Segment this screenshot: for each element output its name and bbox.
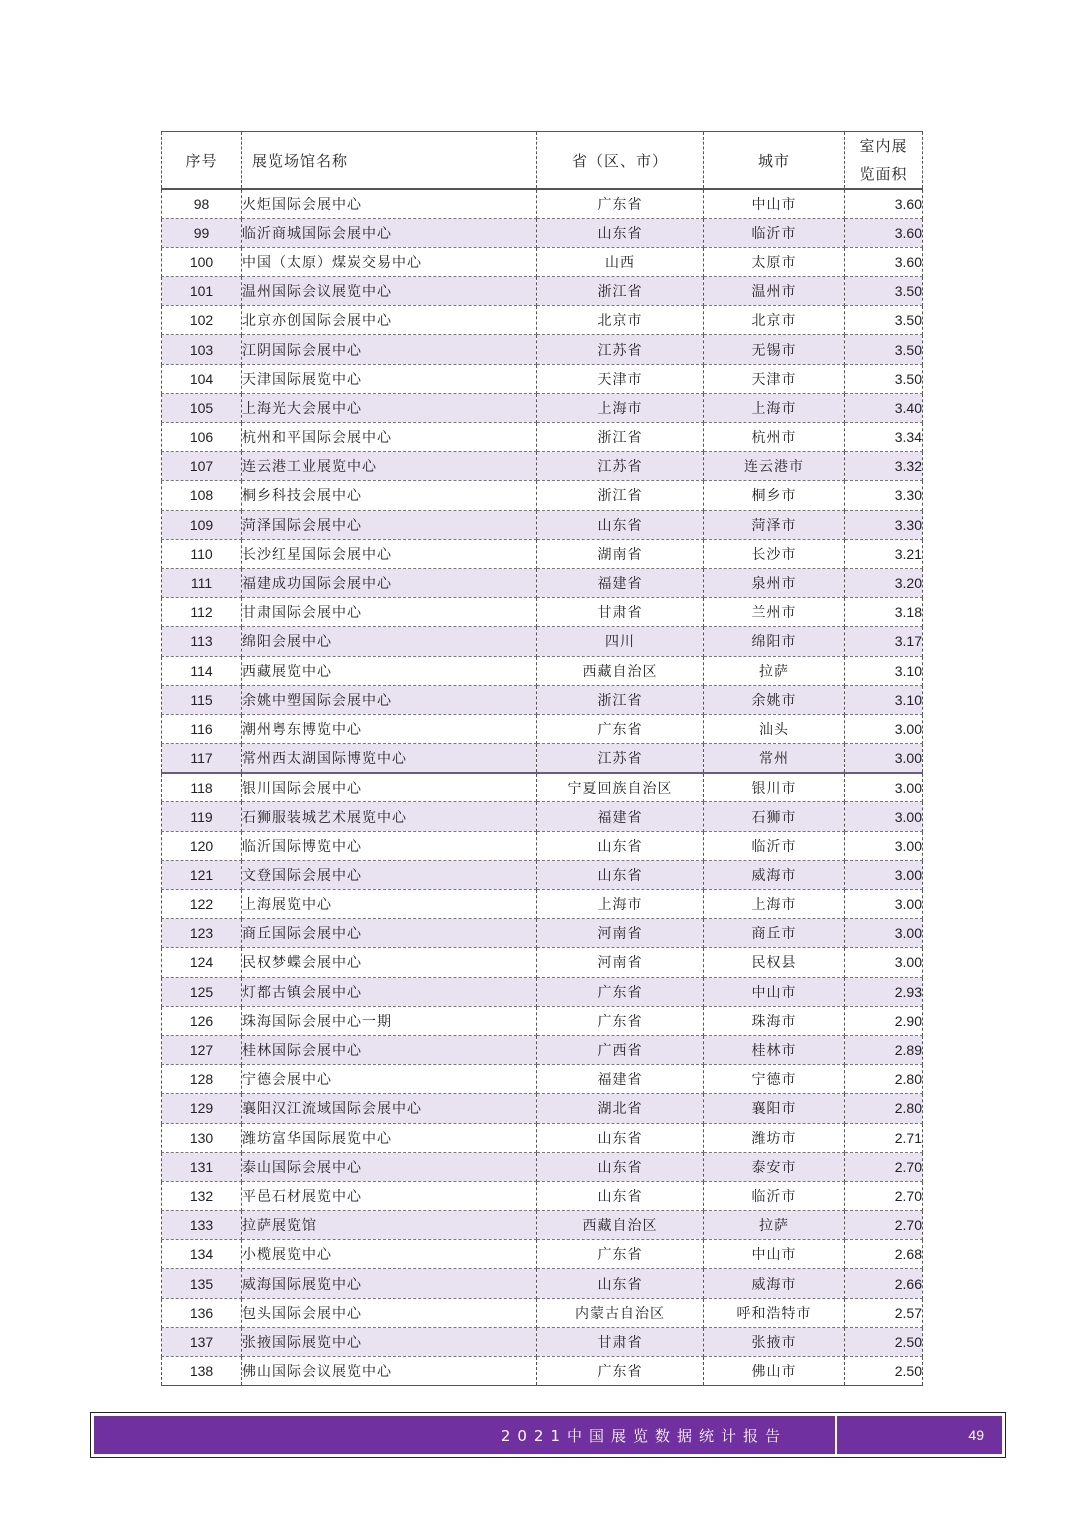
province-cell: 广东省 <box>537 189 704 218</box>
province-cell: 广东省 <box>537 1006 704 1035</box>
header-province: 省（区、市） <box>537 132 704 190</box>
venue-name-cell: 甘肃国际会展中心 <box>242 598 537 627</box>
venue-name-cell: 平邑石材展览中心 <box>242 1181 537 1210</box>
table-row <box>162 1181 923 1210</box>
province-cell: 北京市 <box>537 306 704 335</box>
city-cell: 长沙市 <box>704 539 845 568</box>
indoor-area-cell: 3.00 <box>845 744 923 773</box>
serial-number-cell: 120 <box>162 831 242 860</box>
venue-name-cell: 宁德会展中心 <box>242 1065 537 1094</box>
city-cell: 桂林市 <box>704 1035 845 1064</box>
page-number: 49 <box>968 1427 984 1443</box>
city-cell: 泰安市 <box>704 1152 845 1181</box>
table-row <box>162 919 923 948</box>
city-cell: 银川市 <box>704 773 845 802</box>
indoor-area-cell: 3.00 <box>845 948 923 977</box>
venue-name-cell: 石狮服装城艺术展览中心 <box>242 802 537 831</box>
table-row <box>162 977 923 1006</box>
table-row <box>162 568 923 597</box>
page-footer <box>90 1412 1006 1458</box>
serial-number-cell: 108 <box>162 481 242 510</box>
city-cell: 襄阳市 <box>704 1094 845 1123</box>
serial-number-cell: 104 <box>162 364 242 393</box>
serial-number-cell: 121 <box>162 860 242 889</box>
header-venue-name: 展览场馆名称 <box>242 132 537 190</box>
indoor-area-cell: 2.80 <box>845 1094 923 1123</box>
serial-number-cell: 112 <box>162 598 242 627</box>
venue-name-cell: 小榄展览中心 <box>242 1240 537 1269</box>
city-cell: 北京市 <box>704 306 845 335</box>
table-row <box>162 1357 923 1386</box>
city-cell: 杭州市 <box>704 423 845 452</box>
city-cell: 兰州市 <box>704 598 845 627</box>
province-cell: 山东省 <box>537 831 704 860</box>
footer-bar <box>94 1416 1002 1454</box>
table-row <box>162 1327 923 1356</box>
province-cell: 西藏自治区 <box>537 1211 704 1240</box>
serial-number-cell: 137 <box>162 1327 242 1356</box>
province-cell: 浙江省 <box>537 481 704 510</box>
serial-number-cell: 125 <box>162 977 242 1006</box>
table-row <box>162 481 923 510</box>
indoor-area-cell: 3.21 <box>845 539 923 568</box>
province-cell: 江苏省 <box>537 335 704 364</box>
table-row <box>162 1123 923 1152</box>
serial-number-cell: 114 <box>162 656 242 685</box>
venue-name-cell: 潮州粤东博览中心 <box>242 714 537 743</box>
serial-number-cell: 100 <box>162 247 242 276</box>
venue-name-cell: 佛山国际会议展览中心 <box>242 1357 537 1386</box>
table-row <box>162 1006 923 1035</box>
venue-name-cell: 余姚中塑国际会展中心 <box>242 685 537 714</box>
table-row <box>162 1035 923 1064</box>
table-header <box>162 132 923 190</box>
indoor-area-cell: 2.90 <box>845 1006 923 1035</box>
city-cell: 张掖市 <box>704 1327 845 1356</box>
indoor-area-cell: 3.00 <box>845 773 923 802</box>
serial-number-cell: 110 <box>162 539 242 568</box>
table-row <box>162 277 923 306</box>
indoor-area-cell: 3.34 <box>845 423 923 452</box>
city-cell: 天津市 <box>704 364 845 393</box>
province-cell: 山西 <box>537 247 704 276</box>
province-cell: 浙江省 <box>537 423 704 452</box>
venue-name-cell: 临沂商城国际会展中心 <box>242 218 537 247</box>
city-cell: 太原市 <box>704 247 845 276</box>
venue-name-cell: 潍坊富华国际展览中心 <box>242 1123 537 1152</box>
table-row <box>162 335 923 364</box>
table-row <box>162 452 923 481</box>
header-city: 城市 <box>704 132 845 190</box>
serial-number-cell: 136 <box>162 1298 242 1327</box>
indoor-area-cell: 2.89 <box>845 1035 923 1064</box>
indoor-area-cell: 3.50 <box>845 277 923 306</box>
table-row <box>162 218 923 247</box>
indoor-area-cell: 3.00 <box>845 802 923 831</box>
indoor-area-cell: 3.00 <box>845 831 923 860</box>
city-cell: 威海市 <box>704 860 845 889</box>
city-cell: 拉萨 <box>704 656 845 685</box>
venue-name-cell: 绵阳会展中心 <box>242 627 537 656</box>
city-cell: 中山市 <box>704 977 845 1006</box>
indoor-area-cell: 3.50 <box>845 306 923 335</box>
table-row <box>162 744 923 773</box>
serial-number-cell: 109 <box>162 510 242 539</box>
table-row <box>162 831 923 860</box>
province-cell: 广东省 <box>537 714 704 743</box>
venue-table <box>161 131 923 1386</box>
serial-number-cell: 106 <box>162 423 242 452</box>
indoor-area-cell: 2.50 <box>845 1327 923 1356</box>
indoor-area-cell: 3.00 <box>845 890 923 919</box>
venue-name-cell: 中国（太原）煤炭交易中心 <box>242 247 537 276</box>
table-row <box>162 1240 923 1269</box>
serial-number-cell: 101 <box>162 277 242 306</box>
indoor-area-cell: 3.40 <box>845 393 923 422</box>
serial-number-cell: 131 <box>162 1152 242 1181</box>
venue-name-cell: 襄阳汉江流域国际会展中心 <box>242 1094 537 1123</box>
venue-name-cell: 江阴国际会展中心 <box>242 335 537 364</box>
city-cell: 佛山市 <box>704 1357 845 1386</box>
table-row <box>162 510 923 539</box>
serial-number-cell: 133 <box>162 1211 242 1240</box>
table-row <box>162 773 923 802</box>
header-indoor-area-line2: 览面积 <box>859 165 908 183</box>
city-cell: 连云港市 <box>704 452 845 481</box>
venue-name-cell: 泰山国际会展中心 <box>242 1152 537 1181</box>
city-cell: 拉萨 <box>704 1211 845 1240</box>
venue-name-cell: 上海展览中心 <box>242 890 537 919</box>
serial-number-cell: 107 <box>162 452 242 481</box>
table-row <box>162 189 923 218</box>
serial-number-cell: 118 <box>162 773 242 802</box>
table-row <box>162 364 923 393</box>
venue-name-cell: 温州国际会议展览中心 <box>242 277 537 306</box>
venue-name-cell: 杭州和平国际会展中心 <box>242 423 537 452</box>
table-row <box>162 247 923 276</box>
table-row <box>162 890 923 919</box>
venue-name-cell: 拉萨展览馆 <box>242 1211 537 1240</box>
serial-number-cell: 122 <box>162 890 242 919</box>
venue-name-cell: 威海国际展览中心 <box>242 1269 537 1298</box>
city-cell: 临沂市 <box>704 831 845 860</box>
serial-number-cell: 134 <box>162 1240 242 1269</box>
serial-number-cell: 135 <box>162 1269 242 1298</box>
serial-number-cell: 111 <box>162 568 242 597</box>
serial-number-cell: 138 <box>162 1357 242 1386</box>
indoor-area-cell: 3.20 <box>845 568 923 597</box>
city-cell: 威海市 <box>704 1269 845 1298</box>
city-cell: 中山市 <box>704 189 845 218</box>
serial-number-cell: 115 <box>162 685 242 714</box>
venue-name-cell: 上海光大会展中心 <box>242 393 537 422</box>
header-indoor-area-line1: 室内展 <box>859 137 908 155</box>
serial-number-cell: 99 <box>162 218 242 247</box>
province-cell: 湖南省 <box>537 539 704 568</box>
table-row <box>162 656 923 685</box>
indoor-area-cell: 2.70 <box>845 1181 923 1210</box>
province-cell: 湖北省 <box>537 1094 704 1123</box>
serial-number-cell: 105 <box>162 393 242 422</box>
indoor-area-cell: 2.80 <box>845 1065 923 1094</box>
venue-name-cell: 火炬国际会展中心 <box>242 189 537 218</box>
province-cell: 浙江省 <box>537 685 704 714</box>
table-row <box>162 423 923 452</box>
serial-number-cell: 129 <box>162 1094 242 1123</box>
table-row <box>162 598 923 627</box>
venue-name-cell: 临沂国际博览中心 <box>242 831 537 860</box>
indoor-area-cell: 3.10 <box>845 656 923 685</box>
indoor-area-cell: 2.66 <box>845 1269 923 1298</box>
table-row <box>162 393 923 422</box>
serial-number-cell: 132 <box>162 1181 242 1210</box>
header-row <box>162 132 923 190</box>
city-cell: 珠海市 <box>704 1006 845 1035</box>
city-cell: 温州市 <box>704 277 845 306</box>
province-cell: 江苏省 <box>537 452 704 481</box>
venue-name-cell: 包头国际会展中心 <box>242 1298 537 1327</box>
indoor-area-cell: 3.32 <box>845 452 923 481</box>
serial-number-cell: 124 <box>162 948 242 977</box>
venue-name-cell: 长沙红星国际会展中心 <box>242 539 537 568</box>
table-row <box>162 802 923 831</box>
serial-number-cell: 102 <box>162 306 242 335</box>
venue-name-cell: 珠海国际会展中心一期 <box>242 1006 537 1035</box>
province-cell: 山东省 <box>537 218 704 247</box>
city-cell: 呼和浩特市 <box>704 1298 845 1327</box>
province-cell: 浙江省 <box>537 277 704 306</box>
serial-number-cell: 116 <box>162 714 242 743</box>
province-cell: 广东省 <box>537 1240 704 1269</box>
province-cell: 广东省 <box>537 1357 704 1386</box>
venue-name-cell: 西藏展览中心 <box>242 656 537 685</box>
venue-name-cell: 桐乡科技会展中心 <box>242 481 537 510</box>
province-cell: 山东省 <box>537 1181 704 1210</box>
indoor-area-cell: 3.50 <box>845 335 923 364</box>
city-cell: 商丘市 <box>704 919 845 948</box>
serial-number-cell: 128 <box>162 1065 242 1094</box>
table-row <box>162 1269 923 1298</box>
city-cell: 余姚市 <box>704 685 845 714</box>
serial-number-cell: 117 <box>162 744 242 773</box>
table-row <box>162 1094 923 1123</box>
venue-name-cell: 菏泽国际会展中心 <box>242 510 537 539</box>
table-row <box>162 685 923 714</box>
province-cell: 上海市 <box>537 393 704 422</box>
indoor-area-cell: 3.17 <box>845 627 923 656</box>
serial-number-cell: 113 <box>162 627 242 656</box>
province-cell: 四川 <box>537 627 704 656</box>
city-cell: 临沂市 <box>704 218 845 247</box>
city-cell: 宁德市 <box>704 1065 845 1094</box>
province-cell: 天津市 <box>537 364 704 393</box>
serial-number-cell: 127 <box>162 1035 242 1064</box>
city-cell: 潍坊市 <box>704 1123 845 1152</box>
city-cell: 民权县 <box>704 948 845 977</box>
venue-name-cell: 灯都古镇会展中心 <box>242 977 537 1006</box>
venue-name-cell: 福建成功国际会展中心 <box>242 568 537 597</box>
province-cell: 内蒙古自治区 <box>537 1298 704 1327</box>
indoor-area-cell: 3.50 <box>845 364 923 393</box>
city-cell: 上海市 <box>704 393 845 422</box>
table-body <box>162 189 923 1386</box>
indoor-area-cell: 3.60 <box>845 247 923 276</box>
header-serial-number: 序号 <box>162 132 242 190</box>
province-cell: 福建省 <box>537 1065 704 1094</box>
city-cell: 泉州市 <box>704 568 845 597</box>
serial-number-cell: 126 <box>162 1006 242 1035</box>
province-cell: 山东省 <box>537 510 704 539</box>
table-row <box>162 1065 923 1094</box>
indoor-area-cell: 3.00 <box>845 860 923 889</box>
serial-number-cell: 103 <box>162 335 242 364</box>
city-cell: 石狮市 <box>704 802 845 831</box>
venue-name-cell: 北京亦创国际会展中心 <box>242 306 537 335</box>
venue-name-cell: 桂林国际会展中心 <box>242 1035 537 1064</box>
venue-name-cell: 商丘国际会展中心 <box>242 919 537 948</box>
province-cell: 山东省 <box>537 1152 704 1181</box>
province-cell: 福建省 <box>537 802 704 831</box>
table-row <box>162 627 923 656</box>
table-row <box>162 306 923 335</box>
indoor-area-cell: 2.68 <box>845 1240 923 1269</box>
table-row <box>162 539 923 568</box>
venue-name-cell: 张掖国际展览中心 <box>242 1327 537 1356</box>
province-cell: 西藏自治区 <box>537 656 704 685</box>
indoor-area-cell: 2.71 <box>845 1123 923 1152</box>
venue-name-cell: 银川国际会展中心 <box>242 773 537 802</box>
indoor-area-cell: 2.70 <box>845 1211 923 1240</box>
city-cell: 上海市 <box>704 890 845 919</box>
table-row <box>162 1152 923 1181</box>
city-cell: 菏泽市 <box>704 510 845 539</box>
indoor-area-cell: 3.00 <box>845 919 923 948</box>
serial-number-cell: 98 <box>162 189 242 218</box>
indoor-area-cell: 2.50 <box>845 1357 923 1386</box>
city-cell: 桐乡市 <box>704 481 845 510</box>
venue-name-cell: 连云港工业展览中心 <box>242 452 537 481</box>
serial-number-cell: 119 <box>162 802 242 831</box>
province-cell: 广西省 <box>537 1035 704 1064</box>
indoor-area-cell: 3.30 <box>845 481 923 510</box>
indoor-area-cell: 2.57 <box>845 1298 923 1327</box>
city-cell: 无锡市 <box>704 335 845 364</box>
table-row <box>162 860 923 889</box>
province-cell: 上海市 <box>537 890 704 919</box>
province-cell: 河南省 <box>537 919 704 948</box>
indoor-area-cell: 3.18 <box>845 598 923 627</box>
venue-name-cell: 文登国际会展中心 <box>242 860 537 889</box>
province-cell: 甘肃省 <box>537 598 704 627</box>
indoor-area-cell: 2.70 <box>845 1152 923 1181</box>
venue-table-container <box>161 131 922 1386</box>
province-cell: 山东省 <box>537 1123 704 1152</box>
province-cell: 山东省 <box>537 860 704 889</box>
header-indoor-area <box>845 132 923 190</box>
venue-name-cell: 天津国际展览中心 <box>242 364 537 393</box>
province-cell: 福建省 <box>537 568 704 597</box>
venue-name-cell: 民权梦蝶会展中心 <box>242 948 537 977</box>
province-cell: 宁夏回族自治区 <box>537 773 704 802</box>
city-cell: 临沂市 <box>704 1181 845 1210</box>
table-row <box>162 1298 923 1327</box>
table-row <box>162 948 923 977</box>
table-row <box>162 1211 923 1240</box>
province-cell: 江苏省 <box>537 744 704 773</box>
footer-report-title: 2021中国展览数据统计报告 <box>500 1426 787 1445</box>
city-cell: 常州 <box>704 744 845 773</box>
indoor-area-cell: 3.00 <box>845 714 923 743</box>
indoor-area-cell: 3.30 <box>845 510 923 539</box>
province-cell: 河南省 <box>537 948 704 977</box>
city-cell: 汕头 <box>704 714 845 743</box>
province-cell: 山东省 <box>537 1269 704 1298</box>
indoor-area-cell: 3.10 <box>845 685 923 714</box>
serial-number-cell: 123 <box>162 919 242 948</box>
indoor-area-cell: 2.93 <box>845 977 923 1006</box>
city-cell: 绵阳市 <box>704 627 845 656</box>
table-row <box>162 714 923 743</box>
city-cell: 中山市 <box>704 1240 845 1269</box>
indoor-area-cell: 3.60 <box>845 189 923 218</box>
venue-name-cell: 常州西太湖国际博览中心 <box>242 744 537 773</box>
province-cell: 广东省 <box>537 977 704 1006</box>
province-cell: 甘肃省 <box>537 1327 704 1356</box>
indoor-area-cell: 3.60 <box>845 218 923 247</box>
serial-number-cell: 130 <box>162 1123 242 1152</box>
